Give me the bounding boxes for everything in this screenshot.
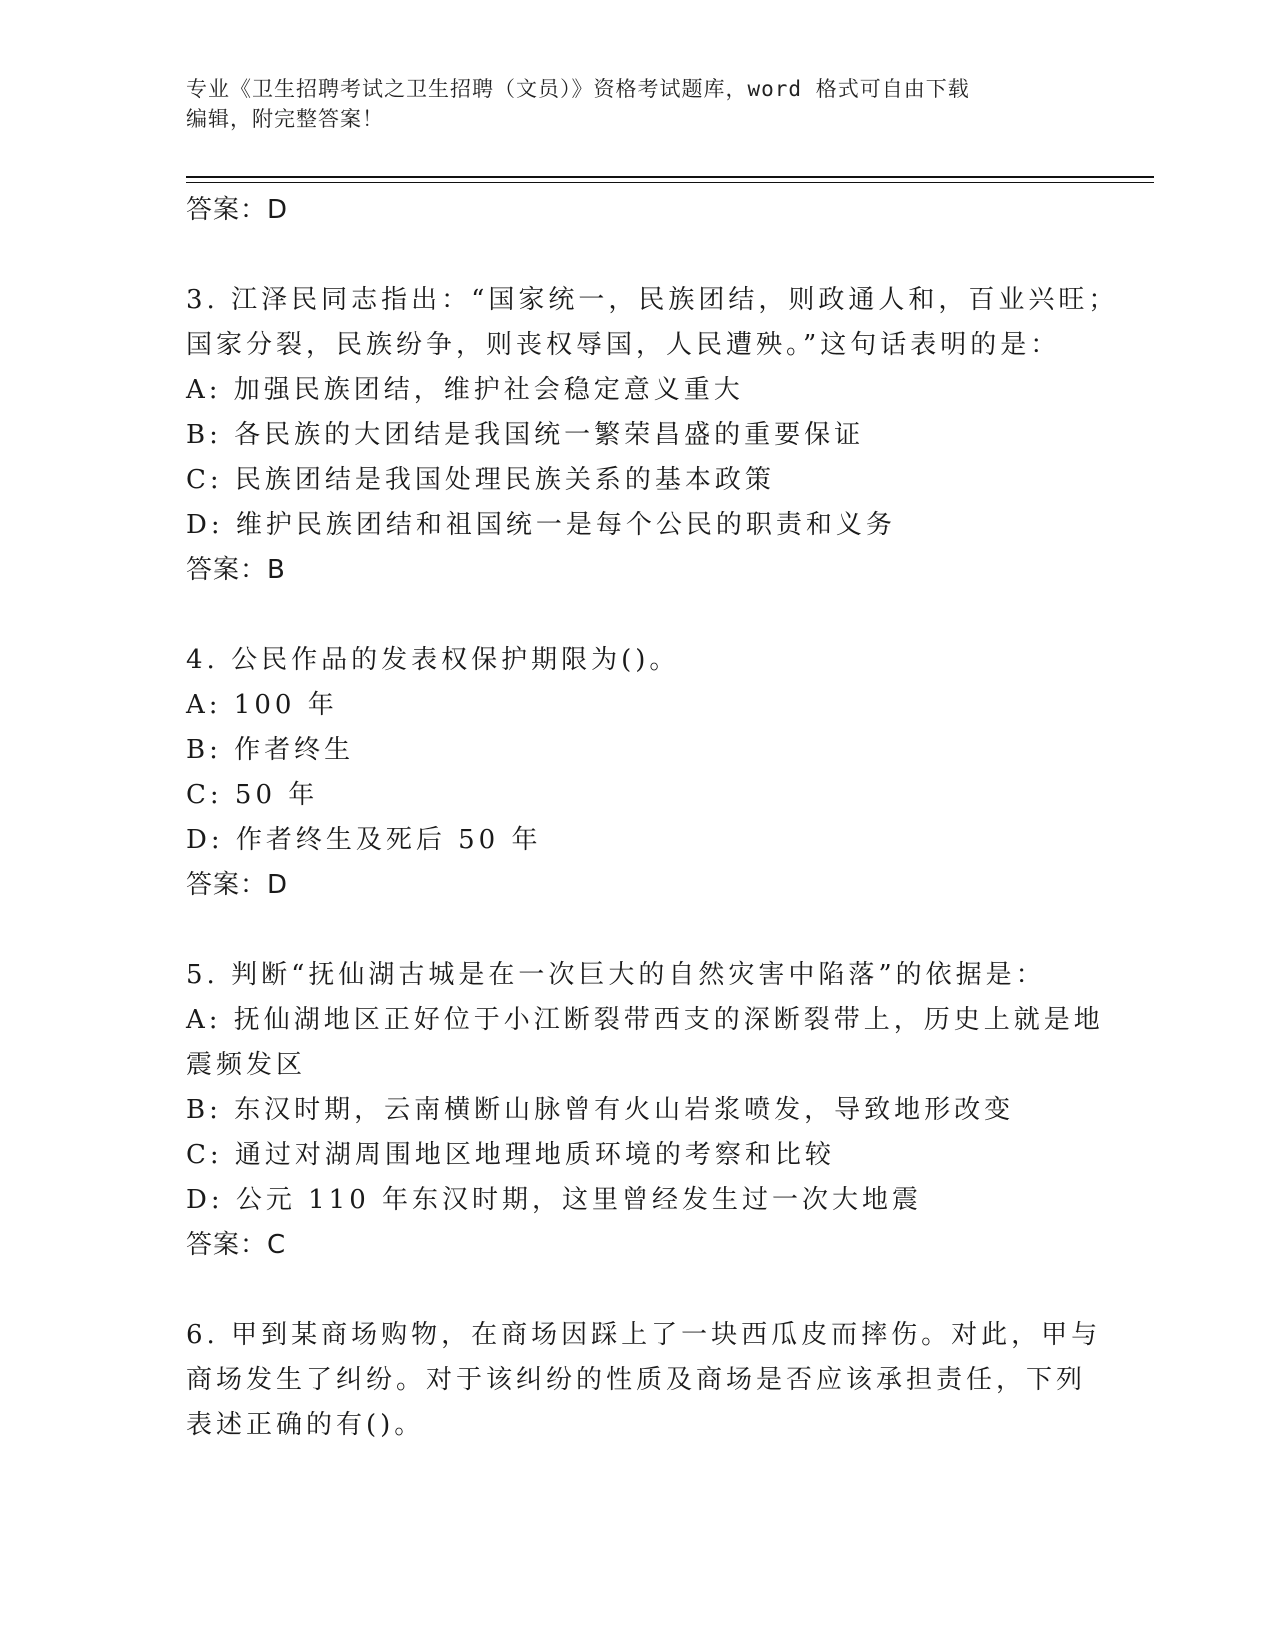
answer-line: 答案：D <box>186 870 289 900</box>
question-text-line: B: 东汉时期，云南横断山脉曾有火山岩浆喷发，导致地形改变 <box>186 1095 1015 1125</box>
question-text-line: 6. 甲到某商场购物，在商场因踩上了一块西瓜皮而摔伤。对此，甲与 <box>186 1320 1102 1350</box>
question-text-line: 国家分裂，民族纷争，则丧权辱国，人民遭殃。”这句话表明的是： <box>186 330 1061 360</box>
question-text-line: 震频发区 <box>186 1050 307 1080</box>
page-header <box>186 74 1066 134</box>
question-text-line: D: 公元 110 年东汉时期，这里曾经发生过一次大地震 <box>186 1185 923 1215</box>
blank-gap <box>186 1268 1086 1313</box>
question-text-line: A: 加强民族团结，维护社会稳定意义重大 <box>186 375 744 405</box>
header-divider-thick <box>186 176 1154 178</box>
blank-gap <box>186 908 1086 953</box>
blank-gap <box>186 593 1086 638</box>
header-line-1: 专业《卫生招聘考试之卫生招聘（文员）》资格考试题库，word 格式可自由下载 <box>186 77 970 101</box>
answer-line: 答案：D <box>186 195 289 225</box>
question-content <box>186 188 1119 1448</box>
question-text-line: 表述正确的有()。 <box>186 1410 425 1440</box>
blank-gap <box>186 233 1086 278</box>
question-text-line: A: 抚仙湖地区正好位于小江断裂带西支的深断裂带上，历史上就是地 <box>186 1005 1104 1035</box>
question-text-line: B: 作者终生 <box>186 735 355 765</box>
question-text-line: B: 各民族的大团结是我国统一繁荣昌盛的重要保证 <box>186 420 865 450</box>
question-text-line: 4. 公民作品的发表权保护期限为()。 <box>186 645 680 675</box>
question-text-line: D: 作者终生及死后 50 年 <box>186 825 542 855</box>
question-text-line: C: 民族团结是我国处理民族关系的基本政策 <box>186 465 775 495</box>
answer-line: 答案：C <box>186 1230 287 1260</box>
header-line-2: 编辑，附完整答案！ <box>186 107 384 131</box>
question-text-line: 3. 江泽民同志指出：“国家统一，民族团结，则政通人和，百业兴旺； <box>186 285 1119 315</box>
question-text-line: A: 100 年 <box>186 690 338 720</box>
header-divider-thin <box>186 182 1154 183</box>
question-text-line: 5. 判断“抚仙湖古城是在一次巨大的自然灾害中陷落”的依据是： <box>186 960 1046 990</box>
answer-line: 答案：B <box>186 555 286 585</box>
question-text-line: 商场发生了纠纷。对于该纠纷的性质及商场是否应该承担责任，下列 <box>186 1365 1087 1395</box>
question-text-line: C: 50 年 <box>186 780 319 810</box>
question-text-line: C: 通过对湖周围地区地理地质环境的考察和比较 <box>186 1140 835 1170</box>
question-text-line: D: 维护民族团结和祖国统一是每个公民的职责和义务 <box>186 510 896 540</box>
